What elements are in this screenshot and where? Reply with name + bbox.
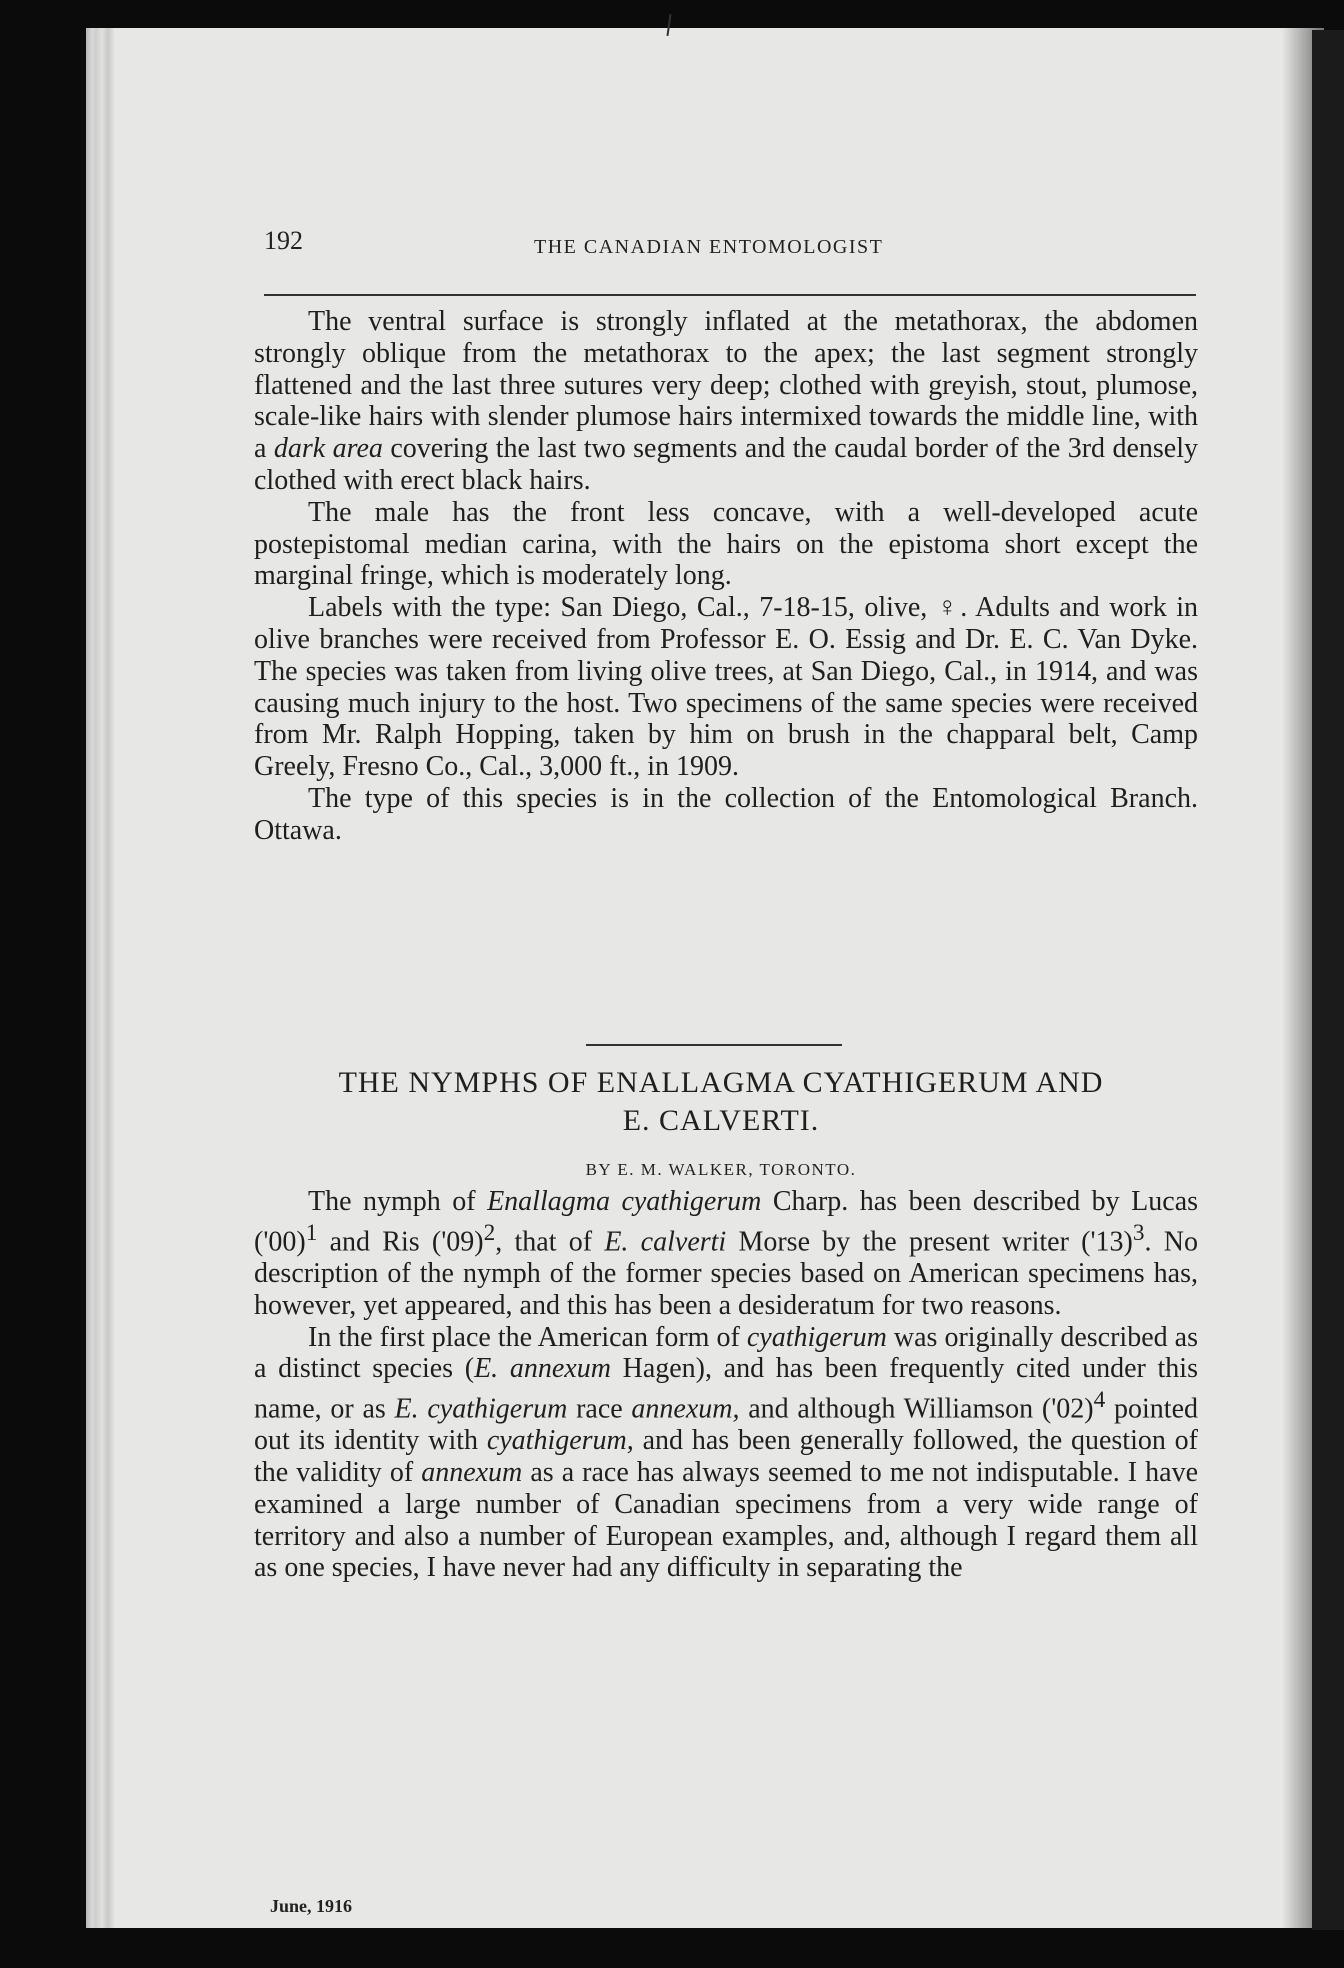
italic-text: E. cyathigerum (394, 1393, 568, 1425)
page-number: 192 (264, 226, 303, 255)
paragraph: The type of this species is in the collection of the Entomological Branch. Ottawa. (254, 782, 1198, 846)
paragraph (254, 306, 1198, 497)
byline: BY E. M. WALKER, TORONTO. (585, 1160, 857, 1179)
text-run: race (567, 1393, 632, 1425)
article-title-line-1: THE NYMPHS OF ENALLAGMA CYATHIGERUM AND (338, 1066, 1104, 1099)
text-run: and has been generally followed, the question of the validity of (254, 1425, 1198, 1489)
italic-text: cyathigerum (746, 1321, 887, 1353)
running-head: THE CANADIAN ENTOMOLOGIST (534, 236, 884, 258)
text-run: was originally described as a distinct species ( (254, 1321, 1199, 1385)
italic-text: annexum, (631, 1393, 740, 1425)
paragraph: The male has the front less concave, with a well-developed acute postepistomal median carina, with the hairs on the epistoma short except the marginal fringe, which is moderately long. (254, 496, 1198, 592)
article-title-line-2: E. CALVERTI. (622, 1104, 820, 1137)
paragraph: Labels with the type: San Diego, Cal., 7-18-15, olive, ♀. Adults and work in olive branches were received from Professor E. O. Essig and Dr. E. C. Van Dyke. The species was taken from living olive trees, at San Diego, Cal., in 1914, and was causing much injury to the host. Two specimens of the same species were received from Mr. Ralph Hopping, taken by him on brush in the chapparal belt, Camp Greely, Fresno Co., Cal., 3,000 ft., in 1909. (254, 592, 1198, 783)
italic-text: annexum (421, 1457, 523, 1489)
text-run: Hagen), and has been frequently cited under this name, or as (254, 1353, 1198, 1425)
footer-date: June, 1916 (270, 1896, 353, 1916)
italic-text: cyathigerum, (486, 1425, 634, 1457)
header-rule (264, 294, 1196, 296)
text-run: Charp. has been described by Lucas ('00) (254, 1186, 1199, 1258)
text-run: The nymph of (308, 1186, 488, 1217)
species-description (254, 306, 1198, 847)
italic-text: dark area (273, 433, 383, 465)
section-divider (586, 1044, 842, 1046)
footnote-ref: 2 (483, 1219, 496, 1246)
text-run: , that of (495, 1226, 605, 1258)
footnote-ref: 1 (305, 1219, 318, 1246)
book-right-edge (1312, 30, 1344, 1930)
italic-text: E. calverti (604, 1226, 727, 1258)
text-run: and although Williamson ('02) (739, 1393, 1094, 1425)
footnote-ref: 4 (1093, 1387, 1106, 1414)
text-run: pointed out its identity with (254, 1393, 1198, 1457)
page-binding-edge (86, 28, 114, 1928)
italic-text: Enallagma cyathigerum (487, 1186, 762, 1217)
paragraph (254, 1186, 1198, 1322)
text-run: . No description of the nymph of the former species based on American specimens has, however, yet appeared, and this has been a desideratum for two reasons. (254, 1226, 1198, 1321)
footnote-ref: 3 (1132, 1219, 1145, 1246)
text-run: and Ris ('09) (317, 1226, 484, 1258)
text-run: covering the last two segments and the caudal border of the 3rd densely clothed with erect black hairs. (254, 433, 1198, 496)
paragraph (254, 1322, 1198, 1585)
text-run: The ventral surface is strongly inflated at the metathorax, the abdomen strongly oblique from the metathorax to the apex; the last segment strongly flattened and the last three sutures very deep; clothed with greyish, stout, plumose, scale-like hairs with slender plumose hairs intermixed towards the middle line, with a (254, 306, 1198, 465)
article-title (240, 1064, 1202, 1140)
italic-text: E. annexum (474, 1353, 611, 1385)
text-run: In the first place the American form of (308, 1321, 747, 1353)
article-body (254, 1186, 1198, 1584)
text-run: Morse by the present writer ('13) (726, 1226, 1133, 1258)
text-run: as a race has always seemed to me not indisputable. I have examined a large number of Canadian specimens from a very wide range of territory and also a number of European examples, and, although I regard them all as one species, I have never had any difficulty in separating the (254, 1457, 1198, 1584)
page-header (264, 226, 1196, 266)
